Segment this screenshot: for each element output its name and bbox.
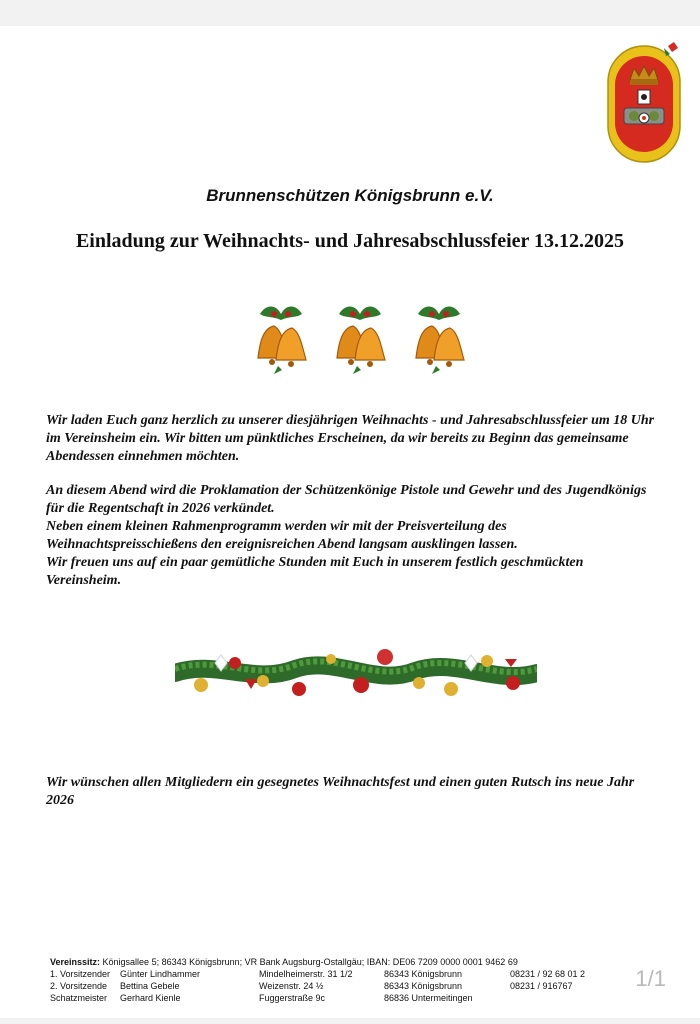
officer-role: 1. Vorsitzender [50, 969, 111, 979]
document-page [0, 26, 700, 1018]
officer-row [50, 992, 670, 1004]
bells-decoration [250, 300, 470, 380]
officer-name: Gerhard Kienle [120, 993, 181, 1003]
officer-street: Fuggerstraße 9c [259, 993, 326, 1003]
program-line: Wir freuen uns auf ein paar gemütliche Stunden mit Euch in unserem festlich geschmückten Vereinsheim. [46, 555, 584, 588]
officer-row [50, 968, 670, 980]
page-indicator: 1/1 [635, 966, 666, 991]
officer-city: 86343 Königsbrunn [384, 981, 463, 991]
club-title: Brunnenschützen Königsbrunn e.V. [206, 186, 494, 205]
officer-phone [510, 992, 610, 1004]
officer-row [50, 980, 670, 992]
program-line: An diesem Abend wird die Proklamation der Schützenkönige Pistole und Gewehr und des Jugendkönigs für die Regentschaft in 2026 verkündet. [46, 483, 647, 516]
seat-label: Vereinssitz: [50, 957, 101, 967]
event-title: Einladung zur Weihnachts- und Jahresabschlussfeier 13.12.2025 [75, 230, 625, 252]
christmas-bells-icon [329, 300, 391, 376]
officer-name: Bettina Gebele [120, 981, 180, 991]
officer-role: 2. Vorsitzende [50, 981, 108, 991]
officer-phone: 08231 / 916767 [510, 981, 573, 991]
club-logo [604, 42, 684, 166]
footer [50, 956, 670, 1004]
seat-text: Königsallee 5; 86343 Königsbrunn; VR Bank Augsburg-Ostallgäu; IBAN: DE06 7209 0000 0001 9462 69 [100, 957, 518, 967]
officer-street: Mindelheimerstr. 31 1/2 [259, 969, 353, 979]
program-line: Neben einem kleinen Rahmenprogramm werden wir mit der Preisverteilung des Weihnachtspreisschießens den ereignisreichen Abend langsam ausklingen lassen. [46, 519, 518, 552]
officer-phone: 08231 / 92 68 01 2 [510, 969, 586, 979]
officer-street: Weizenstr. 24 ½ [259, 981, 324, 991]
officer-role: Schatzmeister [50, 993, 108, 1003]
holiday-wishes: Wir wünschen allen Mitgliedern ein gesegnetes Weihnachtsfest und einen guten Rutsch ins neue Jahr 2026 [46, 775, 635, 808]
invitation-paragraph: Wir laden Euch ganz herzlich zu unserer diesjährigen Weihnachts - und Jahresabschlussfeier um 18 Uhr im Vereinsheim ein. Wir bitten um pünktliches Erscheinen, da wir bereits zu Beginn das gemeinsame Abendessen einnehmen möchten. [46, 413, 655, 464]
christmas-bells-icon [408, 300, 470, 376]
officer-city: 86836 Untermeitingen [384, 993, 473, 1003]
christmas-bells-icon [250, 300, 312, 376]
christmas-garland-icon [175, 645, 537, 701]
officer-name: Günter Lindhammer [120, 969, 201, 979]
officer-city: 86343 Königsbrunn [384, 969, 463, 979]
program-paragraph [46, 482, 656, 590]
club-seat-line [50, 956, 670, 968]
